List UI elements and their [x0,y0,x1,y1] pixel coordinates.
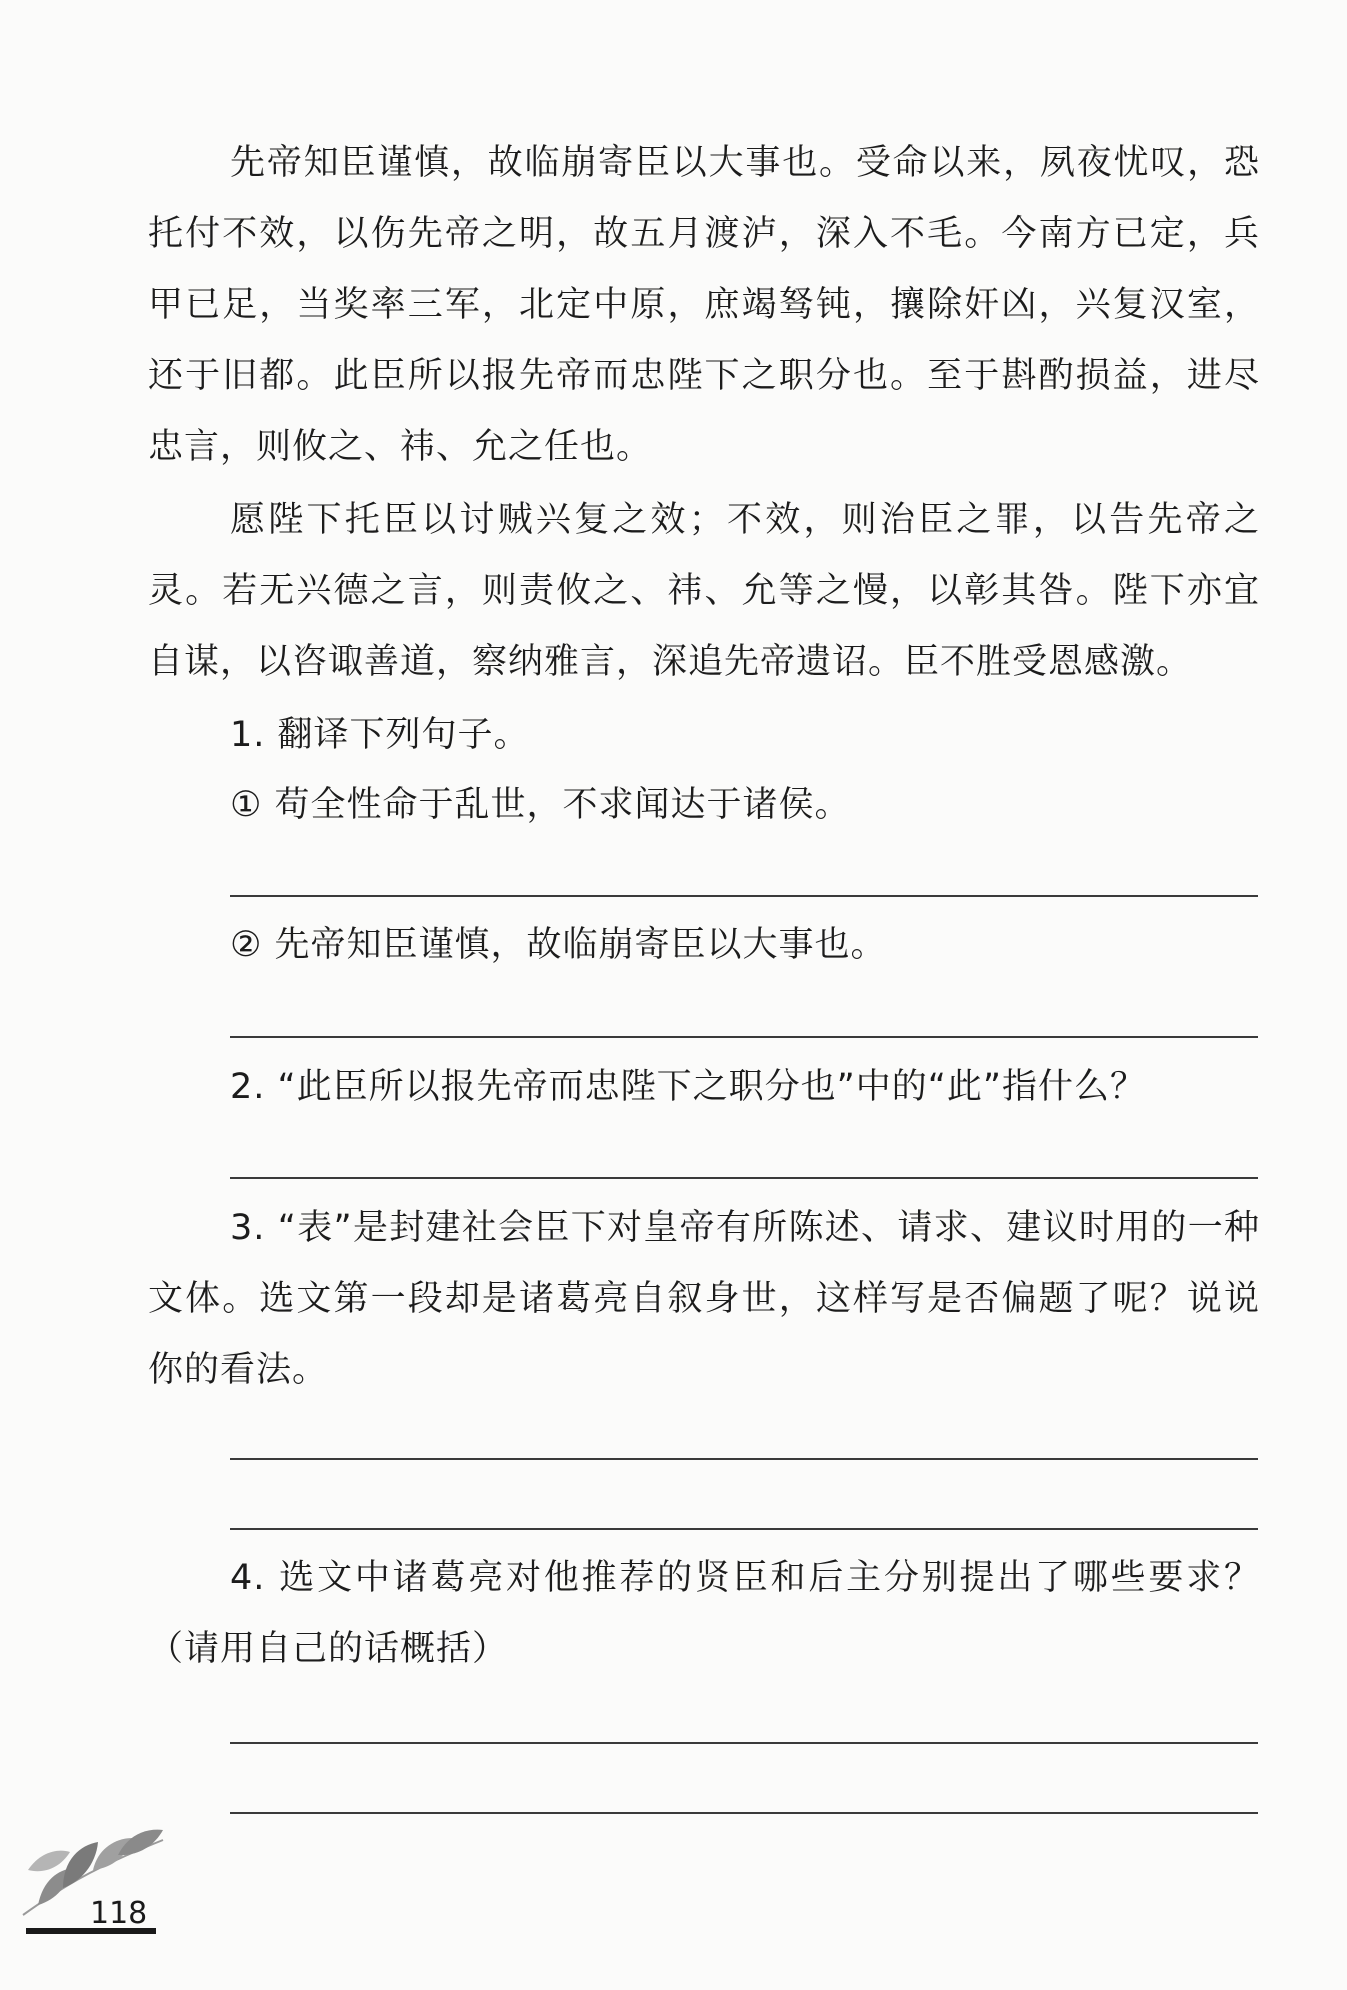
question-2: 2. “此臣所以报先帝而忠陛下之职分也”中的“此”指什么？ [230,1067,1147,1107]
answer-line-4-1[interactable] [230,1742,1258,1744]
question-1-title: 1. 翻译下列句子。 [230,715,530,755]
answer-line-3-2[interactable] [230,1528,1258,1530]
answer-line-3-1[interactable] [230,1458,1258,1460]
page-number: 118 [90,1896,148,1931]
question-3: 3. “表”是封建社会臣下对皇帝有所陈述、请求、建议时用的一种文体。选文第一段却是诸葛亮自叙身世，这样写是否偏题了呢？说说你的看法。 [148,1208,1260,1390]
question-1-item-2: ② 先帝知臣谨慎，故临崩寄臣以大事也。 [230,925,887,965]
answer-line-4-2[interactable] [230,1812,1258,1814]
passage-paragraph-1: 先帝知臣谨慎，故临崩寄臣以大事也。受命以来，夙夜忧叹，恐托付不效，以伤先帝之明，故五月渡泸，深入不毛。今南方已定，兵甲已足，当奖率三军，北定中原，庶竭驽钝，攘除奸凶，兴复汉室，还于旧都。此臣所以报先帝而忠陛下之职分也。至于斟酌损益，进尽忠言，则攸之、祎、允之任也。 [148,143,1260,467]
answer-line-1-1[interactable] [230,895,1258,897]
question-4: 4. 选文中诸葛亮对他推荐的贤臣和后主分别提出了哪些要求？（请用自己的话概括） [148,1558,1260,1669]
answer-line-1-2[interactable] [230,1036,1258,1038]
answer-line-2[interactable] [230,1177,1258,1179]
passage-paragraph-2: 愿陛下托臣以讨贼兴复之效；不效，则治臣之罪，以告先帝之灵。若无兴德之言，则责攸之、祎、允等之慢，以彰其咎。陛下亦宜自谋，以咨诹善道，察纳雅言，深追先帝遗诏。臣不胜受恩感激。 [148,500,1260,682]
question-1-item-1: ① 苟全性命于乱世，不求闻达于诸侯。 [230,785,851,825]
